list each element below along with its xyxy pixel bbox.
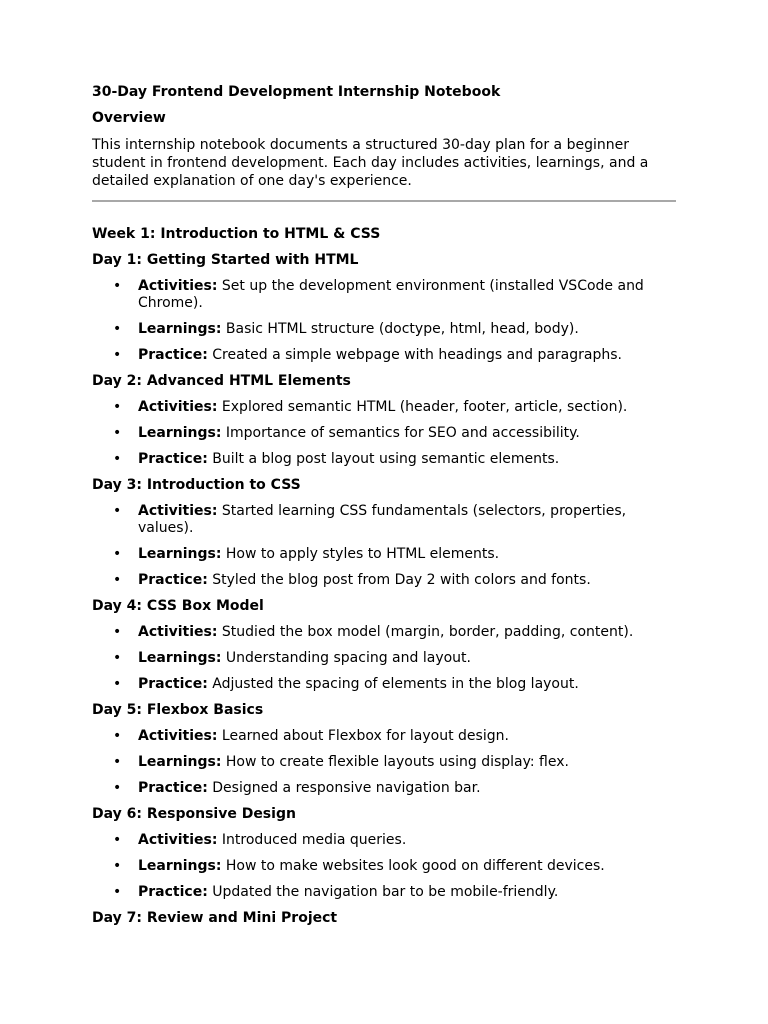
document-page xyxy=(92,84,676,927)
item-text: How to create flexible layouts using display: flex. xyxy=(225,754,569,770)
day-item-list xyxy=(92,399,676,468)
list-item xyxy=(92,425,676,442)
item-label: Activities: xyxy=(138,399,218,415)
bullet-icon: • xyxy=(113,650,122,666)
bullet-icon: • xyxy=(113,278,122,294)
week-heading: Week 1: Introduction to HTML & CSS xyxy=(92,226,381,242)
day-item-list xyxy=(92,728,676,797)
day-item-list xyxy=(92,832,676,901)
item-label: Activities: xyxy=(138,832,218,848)
day-item-list xyxy=(92,278,676,364)
bullet-icon: • xyxy=(113,676,122,692)
item-label: Learnings: xyxy=(138,546,222,562)
list-item xyxy=(92,884,676,901)
list-item xyxy=(92,650,676,667)
item-label: Learnings: xyxy=(138,754,222,770)
item-label: Activities: xyxy=(138,503,218,519)
bullet-icon: • xyxy=(113,780,122,796)
item-text: Adjusted the spacing of elements in the blog layout. xyxy=(212,676,579,692)
item-text: Studied the box model (margin, border, padding, content). xyxy=(221,624,634,640)
item-text: Styled the blog post from Day 2 with colors and fonts. xyxy=(212,572,591,588)
list-item xyxy=(92,278,676,312)
bullet-icon: • xyxy=(113,832,122,848)
day-heading: Day 6: Responsive Design xyxy=(92,806,296,822)
bullet-icon: • xyxy=(113,503,122,519)
bullet-icon: • xyxy=(113,425,122,441)
day-heading: Day 1: Getting Started with HTML xyxy=(92,252,359,268)
list-item xyxy=(92,321,676,338)
item-label: Activities: xyxy=(138,728,218,744)
item-text: How to apply styles to HTML elements. xyxy=(225,546,500,562)
item-text: Started learning CSS fundamentals (selectors, properties, values). xyxy=(138,503,627,536)
item-label: Learnings: xyxy=(138,650,222,666)
list-item xyxy=(92,754,676,771)
bullet-icon: • xyxy=(113,572,122,588)
day-item-list xyxy=(92,503,676,589)
bullet-icon: • xyxy=(113,728,122,744)
list-item xyxy=(92,347,676,364)
section-divider xyxy=(92,200,676,202)
day-heading: Day 5: Flexbox Basics xyxy=(92,702,264,718)
item-label: Practice: xyxy=(138,780,208,796)
item-label: Learnings: xyxy=(138,321,222,337)
item-text: Explored semantic HTML (header, footer, article, section). xyxy=(221,399,628,415)
item-text: Built a blog post layout using semantic elements. xyxy=(212,451,560,467)
item-text: Introduced media queries. xyxy=(221,832,407,848)
item-text: Created a simple webpage with headings and paragraphs. xyxy=(212,347,622,363)
list-item xyxy=(92,858,676,875)
item-text: Designed a responsive navigation bar. xyxy=(212,780,481,796)
document-title: 30-Day Frontend Development Internship Notebook xyxy=(92,84,501,100)
list-item xyxy=(92,399,676,416)
item-label: Practice: xyxy=(138,347,208,363)
list-item xyxy=(92,624,676,641)
day-heading: Day 2: Advanced HTML Elements xyxy=(92,373,351,389)
bullet-icon: • xyxy=(113,754,122,770)
item-label: Practice: xyxy=(138,676,208,692)
item-text: Basic HTML structure (doctype, html, head, body). xyxy=(225,321,579,337)
list-item xyxy=(92,832,676,849)
overview-heading: Overview xyxy=(92,110,166,126)
item-text: Understanding spacing and layout. xyxy=(225,650,471,666)
list-item xyxy=(92,546,676,563)
list-item xyxy=(92,451,676,468)
overview-text: This internship notebook documents a structured 30-day plan for a beginner student in frontend development. Each day includes activities, learnings, and a detailed explanation of one day's experience. xyxy=(92,137,649,189)
list-item xyxy=(92,572,676,589)
day-heading: Day 7: Review and Mini Project xyxy=(92,910,338,926)
item-label: Activities: xyxy=(138,278,218,294)
bullet-icon: • xyxy=(113,451,122,467)
item-label: Practice: xyxy=(138,572,208,588)
days-list xyxy=(92,252,676,927)
day-heading: Day 4: CSS Box Model xyxy=(92,598,264,614)
item-label: Activities: xyxy=(138,624,218,640)
item-label: Learnings: xyxy=(138,858,222,874)
list-item xyxy=(92,503,676,537)
bullet-icon: • xyxy=(113,321,122,337)
item-text: Learned about Flexbox for layout design. xyxy=(221,728,509,744)
item-label: Practice: xyxy=(138,884,208,900)
item-label: Learnings: xyxy=(138,425,222,441)
item-label: Practice: xyxy=(138,451,208,467)
bullet-icon: • xyxy=(113,347,122,363)
item-text: Updated the navigation bar to be mobile-friendly. xyxy=(212,884,559,900)
bullet-icon: • xyxy=(113,624,122,640)
item-text: Set up the development environment (installed VSCode and Chrome). xyxy=(138,278,644,311)
bullet-icon: • xyxy=(113,399,122,415)
item-text: How to make websites look good on different devices. xyxy=(225,858,605,874)
day-heading: Day 3: Introduction to CSS xyxy=(92,477,301,493)
list-item xyxy=(92,728,676,745)
list-item xyxy=(92,780,676,797)
list-item xyxy=(92,676,676,693)
bullet-icon: • xyxy=(113,546,122,562)
bullet-icon: • xyxy=(113,884,122,900)
day-item-list xyxy=(92,624,676,693)
item-text: Importance of semantics for SEO and accessibility. xyxy=(225,425,580,441)
bullet-icon: • xyxy=(113,858,122,874)
